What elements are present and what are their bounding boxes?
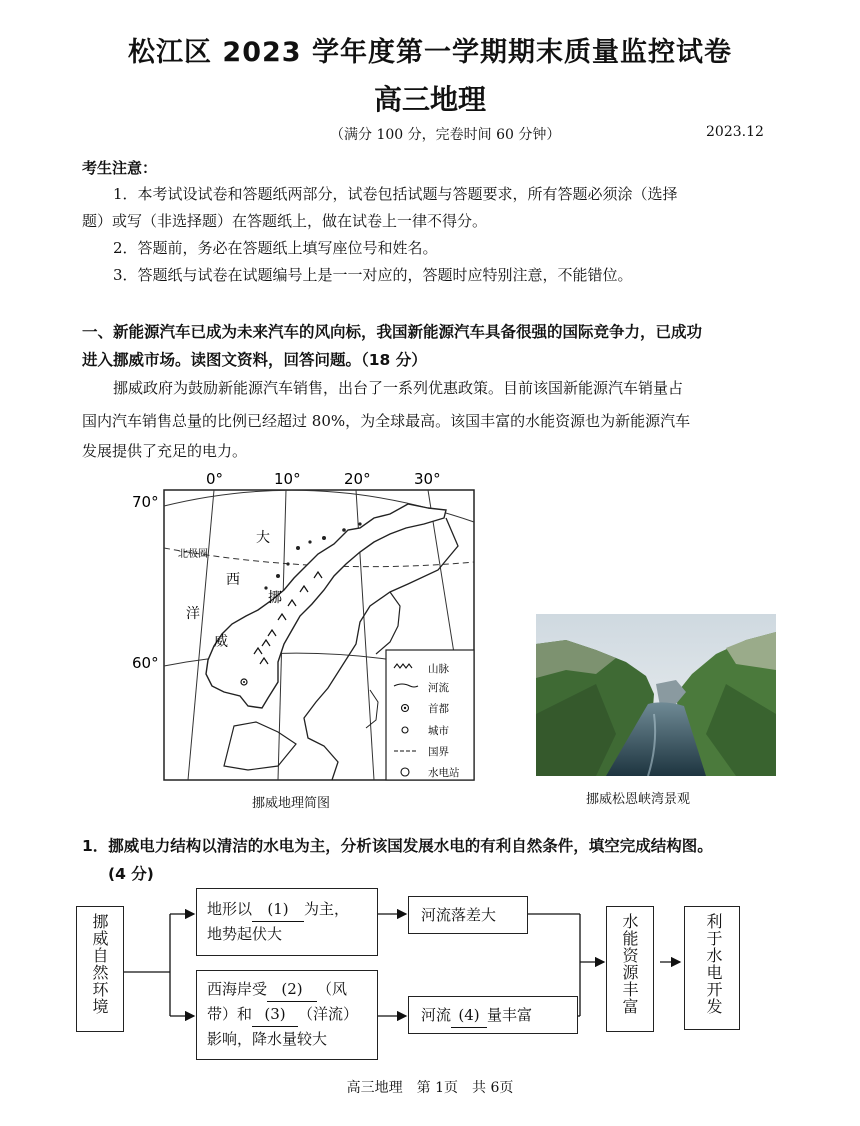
blank-4: (4) [451,1003,487,1028]
exam-date: 2023.12 [706,124,764,140]
climate-text-pre: 西海岸受 [207,980,268,998]
country-char-1: 挪 [268,590,282,606]
notice-item-2: 2．答题前，务必在答题纸上填写座位号和姓名。 [113,239,438,257]
section1-body-3: 发展提供了充足的电力。 [82,442,248,460]
ocean-char-3: 洋 [186,606,200,622]
climate-text-line2: 带）和 [207,1005,253,1023]
section1-body-2: 国内汽车销售总量的比例已经超过 80%，为全球最高。该国丰富的水能资源也为新能源汽车 [82,412,691,430]
legend-hydropower: 水电站 [428,767,460,779]
norway-map [128,466,488,794]
legend-mountain: 山脉 [428,663,449,675]
climate-text-mid1: （风 [317,980,348,998]
ocean-char-1: 大 [256,530,270,546]
diagram-box-hydropower: 利于水电开发 [684,906,740,1030]
legend-city: 城市 [428,725,449,737]
diagram-box-terrain [196,888,378,956]
lon-label-20: 20° [344,470,371,488]
legend-border: 国界 [428,746,449,758]
blank-1: (1) [252,897,304,922]
lat-label-60: 60° [132,654,159,672]
question1-line1: 1．挪威电力结构以清洁的水电为主，分析该国发展水电的有利自然条件，填空完成结构图。 [82,837,713,855]
blank-2: (2) [267,977,317,1002]
section1-heading-1: 一、新能源汽车已成为未来汽车的风向标，我国新能源汽车具备很强的国际竞争力，已成功 [82,323,703,341]
score-time: （满分 100 分，完卷时间 60 分钟） [330,127,561,143]
notice-heading: 考生注意： [82,159,158,177]
lon-label-30: 30° [414,470,441,488]
notice-item-1-cont: 题）或写（非选择题）在答题纸上，做在试卷上一律不得分。 [82,212,488,230]
legend-river: 河流 [428,682,449,694]
climate-text-mid2: （洋流） [298,1005,359,1023]
river-flow-pre: 河流 [421,1006,452,1024]
lon-label-10: 10° [274,470,301,488]
lat-label-70: 70° [132,493,159,511]
country-char-2: 威 [214,634,228,650]
exam-title: 松江区 2023 学年度第一学期期末质量监控试卷 [128,37,732,68]
notice-item-3: 3．答题纸与试卷在试题编号上是一一对应的，答题时应特别注意，不能错位。 [113,266,633,284]
diagram-box-river-flow [408,996,578,1034]
diagram-box-river-drop: 河流落差大 [408,896,528,934]
diagram-box-climate [196,970,378,1060]
terrain-text-pre: 地形以 [207,900,253,918]
lon-label-0: 0° [206,470,224,488]
map-caption: 挪威地理简图 [252,796,331,811]
diagram-box-water-resource: 水能资源丰富 [606,906,654,1032]
question1-line2: (4 分) [108,865,154,883]
river-flow-post: 量丰富 [487,1006,533,1024]
photo-caption: 挪威松恩峡湾景观 [586,792,691,807]
page-footer: 高三地理 第 1页 共 6页 [346,1080,514,1096]
section1-body-1: 挪威政府为鼓励新能源汽车销售，出台了一系列优惠政策。目前该国新能源汽车销量占 [113,379,684,397]
ocean-char-2: 西 [226,572,240,588]
terrain-text-post: 为主， [304,900,350,918]
blank-3: (3) [252,1002,298,1027]
legend-capital: 首都 [428,703,449,715]
fjord-photo [536,614,776,776]
notice-item-1: 1．本考试设试卷和答题纸两部分，试卷包括试题与答题要求，所有答题必须涂（选择 [113,185,678,203]
arctic-circle-label: 北极圈 [178,549,208,560]
climate-text-line3: 影响，降水量较大 [207,1030,328,1048]
terrain-text-line2: 地势起伏大 [207,925,283,943]
exam-subject: 高三地理 [373,83,486,116]
diagram-box-environment: 挪威自然环境 [76,906,124,1032]
section1-heading-2: 进入挪威市场。读图文资料，回答问题。（18 分） [82,351,427,369]
